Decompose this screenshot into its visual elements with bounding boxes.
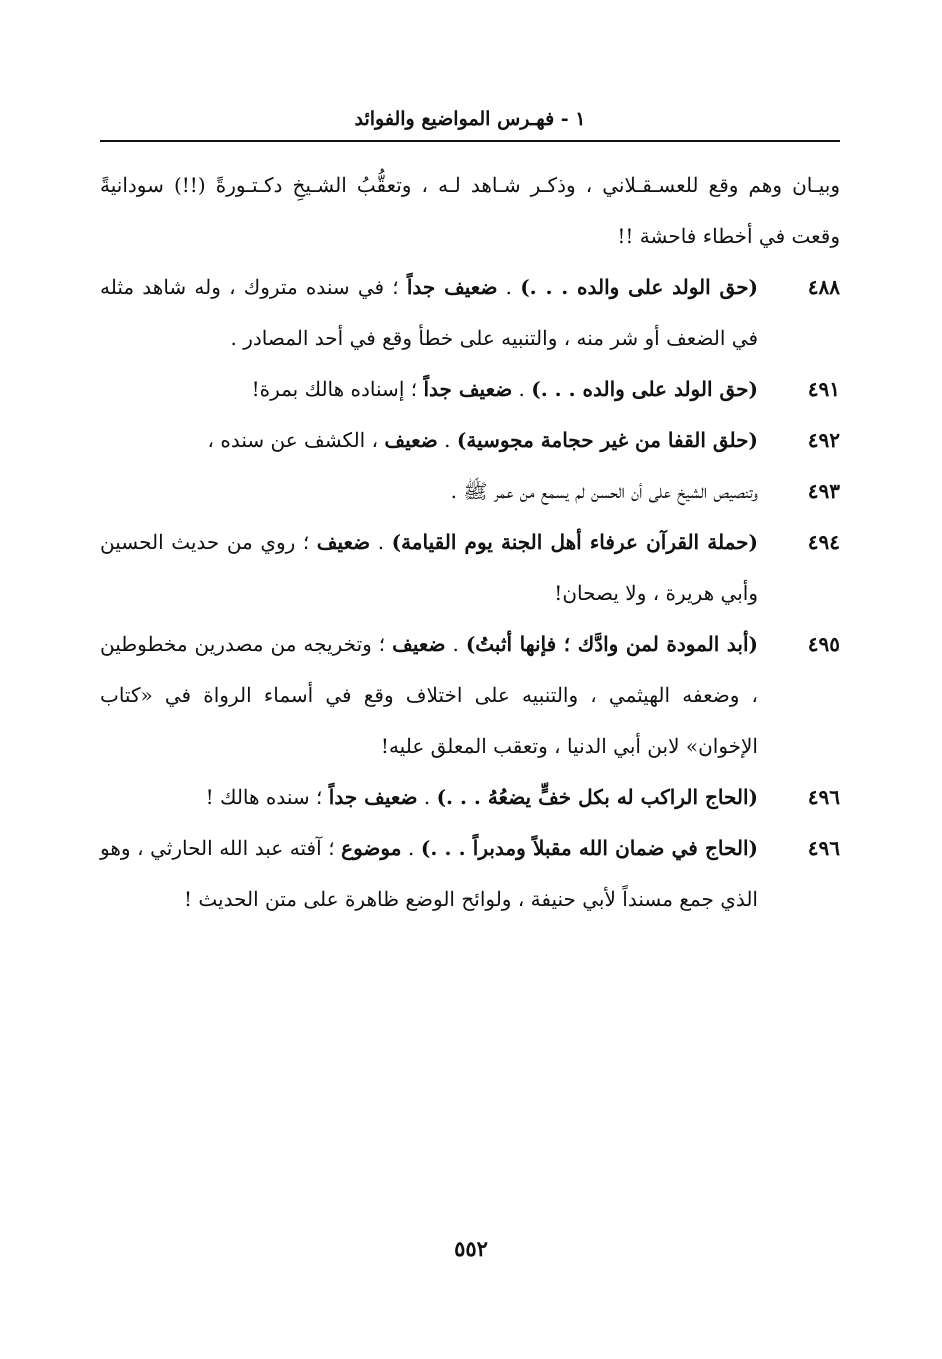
- entry-number: ٤٩٦: [807, 836, 840, 860]
- continuation-text: وبيـان وهم وقع للعسـقـلاني ، وذكـر شـاهد لـه ، وتعقُّبُ الشـيخِ دكـتـورةً (!!) سودانيةً وقعت في أخطاء فاحشة !!: [100, 173, 840, 248]
- index-entry: [100, 466, 840, 517]
- entry-note: ؛ سنده هالك !: [205, 785, 329, 809]
- index-entry: [100, 364, 840, 415]
- hadith-grade: موضوع: [341, 836, 402, 860]
- entry-number: ٤٩١: [807, 377, 840, 401]
- index-content: [100, 160, 840, 925]
- index-entry: [100, 415, 840, 466]
- entry-number: ٤٩٢: [807, 428, 840, 452]
- entry-note: ؛ روي من حديث الحسين وأبي هريرة ، ولا يصحان!: [100, 530, 758, 605]
- entry-note: ؛ آفته عبد الله الحارثي ، وهو الذي جمع مسنداً لأبي حنيفة ، ولوائح الوضع ظاهرة على متن الحديث !: [100, 836, 758, 911]
- hadith-grade: ضعيف جداً: [328, 785, 418, 809]
- running-title: ١ - فهـرس المواضيع والفوائد: [354, 108, 586, 130]
- hadith-grade: ضعيف: [384, 428, 438, 452]
- separator: .: [512, 377, 532, 401]
- hadith-title: (أبد المودة لمن وادَّك ؛ فإنها أثبتُ): [465, 632, 758, 656]
- hadith-grade: ضعيف: [392, 632, 446, 656]
- entry-number: ٤٩٥: [807, 632, 840, 656]
- entry-number: ٤٨٨: [807, 275, 840, 299]
- index-entry: [100, 619, 840, 772]
- hadith-title: (حق الولد على والده . . .): [531, 377, 758, 401]
- hadith-grade: ضعيف جداً: [406, 275, 498, 299]
- entry-number: ٤٩٤: [807, 530, 840, 554]
- index-entry: [100, 772, 840, 823]
- entry-number: ٤٩٦: [807, 785, 840, 809]
- index-entry: [100, 517, 840, 619]
- hadith-grade: ضعيف: [316, 530, 371, 554]
- hadith-title: (حملة القرآن عرفاء أهل الجنة يوم القيامة): [391, 530, 759, 554]
- separator: .: [401, 836, 421, 860]
- entry-note: ؛ وتخريجه من مصدرين مخطوطين ، وضعفه الهيثمي ، والتنبيه على اختلاف وقع في أسماء الرواة في «كتاب الإخوان» لابن أبي الدنيا ، وتعقب المعلق عليه!: [100, 632, 758, 758]
- entry-note: ؛ في سنده متروك ، وله شاهد مثله في الضعف أو شر منه ، والتنبيه على خطأ وقع في أحد المصادر .: [100, 275, 758, 350]
- hadith-title: (حلق القفا من غير حجامة مجوسية): [456, 428, 758, 452]
- index-entry: [100, 262, 840, 364]
- header-rule: [100, 140, 840, 142]
- hadith-title: (حق الولد على والده . . .): [520, 275, 759, 299]
- hadith-grade: ضعيف جداً: [423, 377, 513, 401]
- index-entry: [100, 823, 840, 925]
- separator: .: [437, 428, 457, 452]
- separator: .: [417, 785, 437, 809]
- separator: .: [370, 530, 392, 554]
- separator: .: [445, 632, 466, 656]
- entry-note: ؛ إسناده هالك بمرة!: [251, 377, 424, 401]
- entry-note: وتنصيص الشيخ على أن الحسن لم يسمع من عمر ﷺ .: [450, 479, 758, 503]
- hadith-title: (الحاج في ضمان الله مقبلاً ومدبراً . . .): [420, 836, 758, 860]
- entry-number: ٤٩٣: [807, 479, 840, 503]
- hadith-title: (الحاج الراكب له بكل خفٍّ يضعُهُ . . .): [436, 785, 758, 809]
- entry-note: ، الكشف عن سنده ،: [207, 428, 385, 452]
- page-number: ٥٥٢: [454, 1236, 488, 1261]
- separator: .: [497, 275, 521, 299]
- continuation-paragraph: [100, 160, 840, 262]
